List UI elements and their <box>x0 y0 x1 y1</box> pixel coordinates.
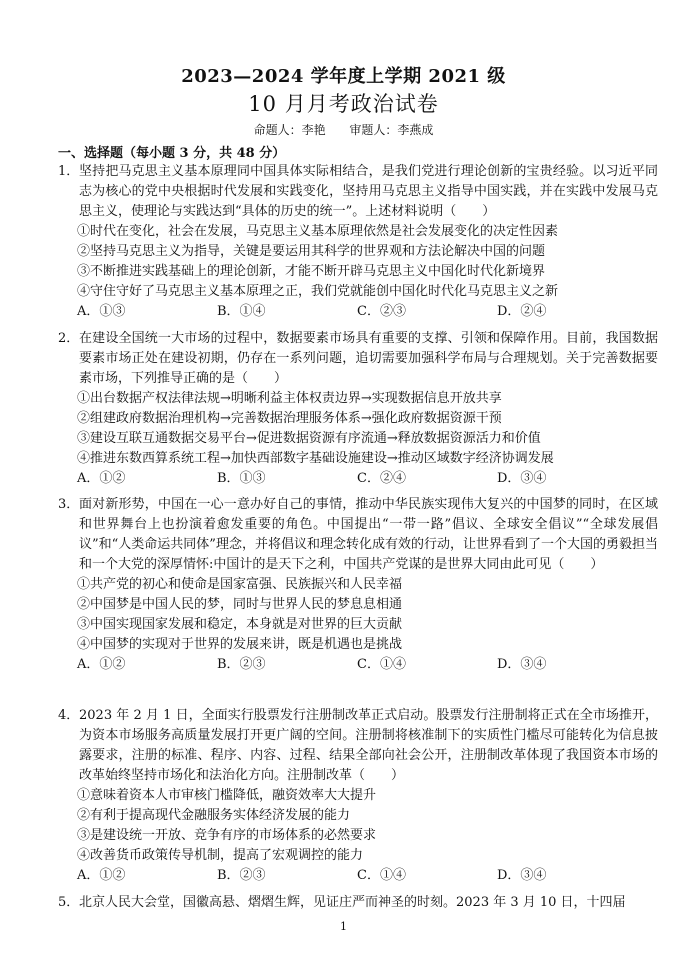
question-stem: 北京人民大会堂，国徽高悬、熠熠生辉，见证庄严而神圣的时刻。2023 年 3 月 10 日，十四届 <box>79 895 626 910</box>
statement-option: ④改善货币政策传导机制，提高了宏观调控的能力 <box>77 848 364 863</box>
question-stem: 2023 年 2 月 1 日，全面实行股票发行注册制改革正式启动。股票发行注册制将正式在全市场推开，为资本市场服务高质量发展打开更广阔的空间。注册制将核准制下的实质性门槛尽可能转化为信息披露要求，注册的标准、程序、内容、过程、结果全部向社会公开，注册制改革体现了我国资本市场的改革始终坚持市场化和法治化方向。注册制改革（ ） <box>79 708 658 783</box>
statement-option: ②中国梦是中国人民的梦，同时与世界人民的梦息息相通 <box>77 597 403 612</box>
question-1 <box>58 162 658 322</box>
statement-option: ④中国梦的实现对于世界的发展来讲，既是机遇也是挑战 <box>77 637 403 652</box>
choice-b: B．①④ <box>217 304 266 319</box>
choice-a: A．①③ <box>77 304 126 319</box>
statement-option: ③不断推进实践基础上的理论创新，才能不断开辟马克思主义中国化时代化新境界 <box>77 264 546 279</box>
choice-b: B．①③ <box>217 471 266 486</box>
question-4 <box>58 706 658 886</box>
question-stem: 坚持把马克思主义基本原理同中国具体实际相结合，是我们党进行理论创新的宝贵经验。以习近平同志为核心的党中央根据时代发展和实践变化，坚持用马克思主义指导中国实践，并在实践中发展马克思主义，使理论与实践达到“具体的历史的统一”。上述材料说明（ ） <box>79 164 658 219</box>
statement-option: ③中国实现国家发展和稳定，本身就是对世界的巨大贡献 <box>77 617 403 632</box>
answer-choices <box>58 866 658 886</box>
question-number: 2． <box>58 331 80 346</box>
exam-title-line1: 2023—2024 学年度上学期 2021 级 <box>181 66 506 87</box>
question-number: 1． <box>58 164 80 179</box>
statement-option: ①时代在变化，社会在发展，马克思主义基本原理依然是社会发展变化的决定性因素 <box>77 224 559 239</box>
exam-title-line2: 10 月月考政治试卷 <box>248 92 439 116</box>
author-name: 命题人：李艳 <box>253 123 326 137</box>
statement-option: ①意味着资本人市审核门槛降低，融资效率大大提升 <box>77 788 377 803</box>
reviewer-name: 审题人：李燕成 <box>349 123 434 137</box>
choice-c: C．①④ <box>357 868 406 883</box>
answer-choices <box>58 302 658 322</box>
choice-c: C．②④ <box>357 471 406 486</box>
question-stem: 面对新形势，中国在一心一意办好自己的事情，推动中华民族实现伟大复兴的中国梦的同时，在区域和世界舞台上也扮演着愈发重要的角色。中国提出“一带一路”倡议、全球安全倡议”“全球发展倡议”和“人类命运共同体”理念，并将倡议和理念转化成有效的行动，让世界看到了一个大国的勇毅担当和一个大党的深厚情怀:中国计的是天下之利，中国共产党谋的是世界大同由此可见（ ） <box>79 497 658 572</box>
choice-c: C．①④ <box>357 657 406 672</box>
question-3 <box>58 495 658 675</box>
choice-a: A．①② <box>77 657 126 672</box>
question-stem: 在建设全国统一大市场的过程中，数据要素市场具有重要的支撑、引领和保障作用。目前，我国数据要素市场正处在建设初期，仍存在一系列问题，追切需要加强科学布局与合理规划。关于完善数据要素市场，下列推导正确的是（ ） <box>79 331 658 386</box>
question-2 <box>58 329 658 489</box>
statement-option: ③建设互联互通数据交易平台→促进数据资源有序流通→释放数据资源活力和价值 <box>77 431 541 446</box>
question-number: 4． <box>58 708 80 723</box>
answer-choices <box>58 655 658 675</box>
choice-d: D．③④ <box>497 471 547 486</box>
choice-d: D．③④ <box>497 868 547 883</box>
choice-c: C．②③ <box>357 304 406 319</box>
statement-option: ②组建政府数据治理机构→完善数据治理服务体系→强化政府数据资源干预 <box>77 411 502 426</box>
question-number: 5． <box>58 895 80 910</box>
choice-a: A．①② <box>77 868 126 883</box>
statement-option: ①出台数据产权法律法规→明晰利益主体权责边界→实现数据信息开放共享 <box>77 391 502 406</box>
choice-a: A．①② <box>77 471 126 486</box>
exam-authors <box>0 121 687 138</box>
statement-option: ③是建设统一开放、竞争有序的市场体系的必然要求 <box>77 828 377 843</box>
choice-b: B．②③ <box>217 657 266 672</box>
statement-option: ④守住守好了马克思主义基本原理之正，我们党就能创中国化时代化马克思主义之新 <box>77 284 559 299</box>
question-5 <box>58 893 658 913</box>
statement-option: ②有利于提高现代金融服务实体经济发展的能力 <box>77 808 351 823</box>
section-heading: 一、选择题（每小题 3 分，共 48 分） <box>58 146 286 161</box>
statement-option: ②坚持马克思主义为指导，关键是要运用其科学的世界观和方法论解决中国的问题 <box>77 244 546 259</box>
answer-choices <box>58 469 658 489</box>
question-number: 3． <box>58 497 80 512</box>
statement-option: ④推进东数西算系统工程→加快西部数字基础设施建设→推动区域数字经济协调发展 <box>77 451 554 466</box>
choice-d: D．②④ <box>497 304 547 319</box>
choice-d: D．③④ <box>497 657 547 672</box>
page-number: 1 <box>340 920 347 933</box>
statement-option: ①共产党的初心和使命是国家富强、民族振兴和人民幸福 <box>77 577 403 592</box>
choice-b: B．②③ <box>217 868 266 883</box>
